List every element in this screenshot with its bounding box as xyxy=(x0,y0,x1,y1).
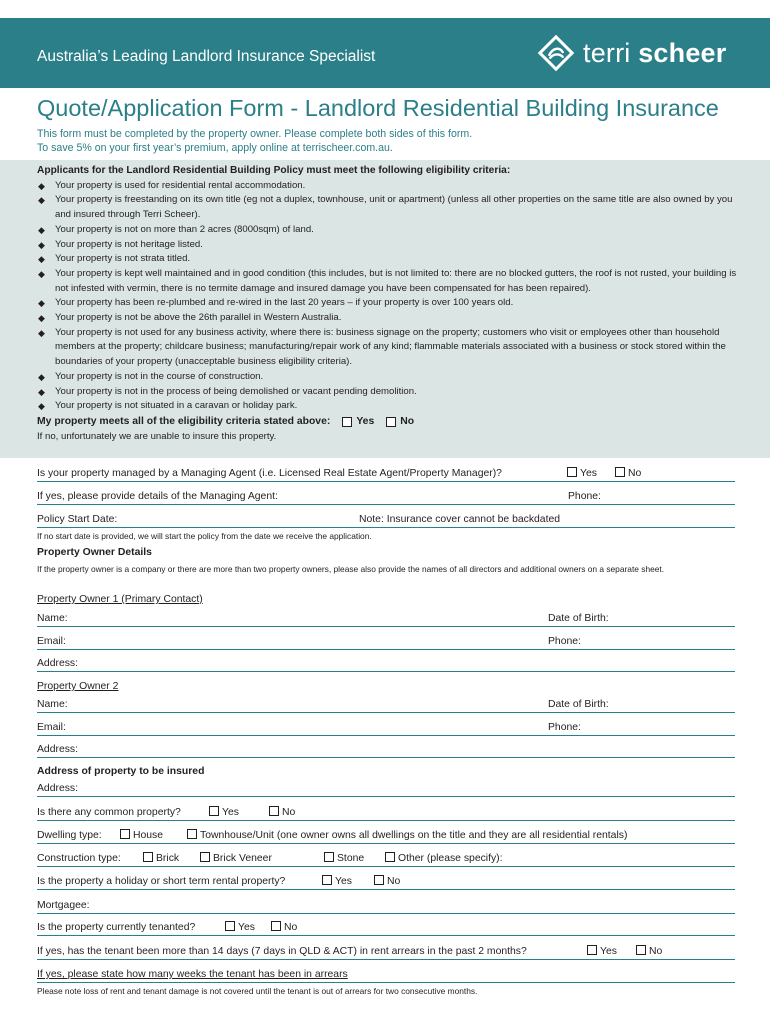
eligibility-item: ◆ Your property is not on more than 2 acres (8000sqm) of land. xyxy=(37,223,737,238)
diamond-bullet-icon: ◆ xyxy=(38,224,45,235)
insured-address-field[interactable]: Address: xyxy=(37,782,735,797)
owner-details-note: If the property owner is a company or there are more than two property owners, please also provide the names of all directors and additional owners on a separate sheet. xyxy=(37,564,665,574)
diamond-bullet-icon: ◆ xyxy=(38,401,45,412)
owner2-email-field[interactable]: Email: Phone: xyxy=(37,721,735,736)
diamond-logo-icon xyxy=(537,34,575,72)
arrears-no-checkbox[interactable] xyxy=(636,945,646,955)
owner1-email-field[interactable]: Email: Phone: xyxy=(37,635,735,650)
eligibility-confirmation: My property meets all of the eligibility criteria stated above: Yes No xyxy=(37,415,415,427)
construction-type-question: Construction type: Brick Brick Veneer Stone Other (please specify): xyxy=(37,852,735,867)
eligibility-item: ◆ Your property is not used for any business activity, where there is: business signage on the property; customers who visit or employees other than household members at the property; childcare business; manufacturing/repair work of any kind; flammable materials associated with a business or stock stored within the boundaries of your property (unacceptable business eligibility criteria). xyxy=(38,326,726,368)
diamond-bullet-icon: ◆ xyxy=(38,254,45,265)
eligibility-item: ◆ Your property is not in the course of construction. xyxy=(37,370,737,385)
eligibility-item: ◆ Your property is not situated in a caravan or holiday park. xyxy=(37,399,737,414)
diamond-bullet-icon: ◆ xyxy=(38,327,45,338)
managed-yes-checkbox[interactable] xyxy=(567,467,577,477)
owner2-heading: Property Owner 2 xyxy=(37,681,119,692)
common-no-checkbox[interactable] xyxy=(269,806,279,816)
terri-scheer-logo xyxy=(537,32,726,74)
owner1-address-field[interactable]: Address: xyxy=(37,657,735,672)
ineligible-note: If no, unfortunately we are unable to insure this property. xyxy=(37,430,277,442)
eligibility-item: ◆ Your property is not strata titled. xyxy=(37,252,737,267)
diamond-bullet-icon: ◆ xyxy=(38,386,45,397)
start-date-note: If no start date is provided, we will start the policy from the date we receive the application. xyxy=(37,531,372,541)
diamond-bullet-icon: ◆ xyxy=(38,313,45,324)
eligibility-item: ◆ Your property has been re-plumbed and re-wired in the last 20 years – if your property is over 100 years old. xyxy=(37,296,737,311)
common-yes-checkbox[interactable] xyxy=(209,806,219,816)
tenanted-yes-checkbox[interactable] xyxy=(225,921,235,931)
dwelling-house-checkbox[interactable] xyxy=(120,829,130,839)
eligibility-list xyxy=(37,179,737,414)
eligibility-item: ◆ Your property is not heritage listed. xyxy=(37,238,737,253)
construction-stone-checkbox[interactable] xyxy=(324,852,334,862)
dwelling-townhouse-checkbox[interactable] xyxy=(187,829,197,839)
diamond-bullet-icon: ◆ xyxy=(38,371,45,382)
rent-arrears-question: If yes, has the tenant been more than 14 days (7 days in QLD & ACT) in rent arrears in the past 2 months? Yes No xyxy=(37,945,735,960)
footer-note: Please note loss of rent and tenant damage is not covered until the tenant is out of arrears for two consecutive months. xyxy=(37,986,478,996)
owner2-name-field[interactable]: Name: Date of Birth: xyxy=(37,698,735,713)
managed-no-checkbox[interactable] xyxy=(615,467,625,477)
construction-brick-veneer-checkbox[interactable] xyxy=(200,852,210,862)
owner1-heading: Property Owner 1 (Primary Contact) xyxy=(37,594,203,605)
construction-brick-checkbox[interactable] xyxy=(143,852,153,862)
diamond-bullet-icon: ◆ xyxy=(38,195,45,206)
holiday-yes-checkbox[interactable] xyxy=(322,875,332,885)
arrears-weeks-field[interactable]: If yes, please state how many weeks the tenant has been in arrears xyxy=(37,968,735,983)
tenanted-question: Is the property currently tenanted? Yes No xyxy=(37,921,735,936)
eligibility-item: ◆ Your property is not be above the 26th parallel in Western Australia. xyxy=(37,311,737,326)
common-property-question: Is there any common property? Yes No xyxy=(37,806,735,821)
intro-line-1: This form must be completed by the property owner. Please complete both sides of this form. xyxy=(37,128,473,140)
holiday-rental-question: Is the property a holiday or short term rental property? Yes No xyxy=(37,875,735,890)
eligibility-item: ◆ Your property is used for residential rental accommodation. xyxy=(37,179,737,194)
eligibility-item: ◆ Your property is freestanding on its own title (eg not a duplex, townhouse, unit or apartment) (unless all other properties on the same title are also owned by you and insured through Terri Scheer). xyxy=(38,194,733,221)
intro-text xyxy=(37,127,472,155)
diamond-bullet-icon: ◆ xyxy=(38,239,45,250)
owner2-address-field[interactable]: Address: xyxy=(37,743,735,758)
eligibility-item: ◆ Your property is not in the process of being demolished or vacant pending demolition. xyxy=(37,385,737,400)
arrears-yes-checkbox[interactable] xyxy=(587,945,597,955)
policy-start-date-field[interactable]: Policy Start Date: Note: Insurance cover cannot be backdated xyxy=(37,513,735,528)
insured-address-heading: Address of property to be insured xyxy=(37,766,205,777)
managing-agent-question: Is your property managed by a Managing Agent (i.e. Licensed Real Estate Agent/Property Manager)? Yes No xyxy=(37,467,735,482)
header-banner xyxy=(0,18,770,88)
eligibility-yes-checkbox[interactable] xyxy=(342,417,352,427)
eligibility-panel xyxy=(0,160,770,458)
intro-line-2: To save 5% on your first year’s premium, apply online at terrischeer.com.au. xyxy=(37,142,393,154)
diamond-bullet-icon: ◆ xyxy=(38,268,45,279)
diamond-bullet-icon: ◆ xyxy=(38,180,45,191)
holiday-no-checkbox[interactable] xyxy=(374,875,384,885)
eligibility-item: ◆ Your property is kept well maintained and in good condition (this includes, but is not limited to: there are no blocked gutters, the roof is not rusted, your building is not infested with vermin, there is no termite damage and insured damage you have been compensated for has been repaired). xyxy=(38,267,737,294)
page-title: Quote/Application Form - Landlord Residential Building Insurance xyxy=(37,95,719,121)
mortgagee-field[interactable]: Mortgagee: xyxy=(37,899,735,914)
owner1-name-field[interactable]: Name: Date of Birth: xyxy=(37,612,735,627)
owner-details-heading: Property Owner Details xyxy=(37,547,152,558)
managing-agent-details-field[interactable]: If yes, please provide details of the Managing Agent: Phone: xyxy=(37,490,735,505)
diamond-bullet-icon: ◆ xyxy=(38,298,45,309)
tagline: Australia’s Leading Landlord Insurance Specialist xyxy=(37,48,376,65)
tenanted-no-checkbox[interactable] xyxy=(271,921,281,931)
eligibility-no-checkbox[interactable] xyxy=(386,417,396,427)
dwelling-type-question: Dwelling type: House Townhouse/Unit (one owner owns all dwellings on the title and they are all residential rentals) xyxy=(37,829,735,844)
eligibility-heading: Applicants for the Landlord Residential Building Policy must meet the following eligibility criteria: xyxy=(37,165,511,176)
construction-other-checkbox[interactable] xyxy=(385,852,395,862)
logo-text: terri scheer xyxy=(583,37,727,68)
